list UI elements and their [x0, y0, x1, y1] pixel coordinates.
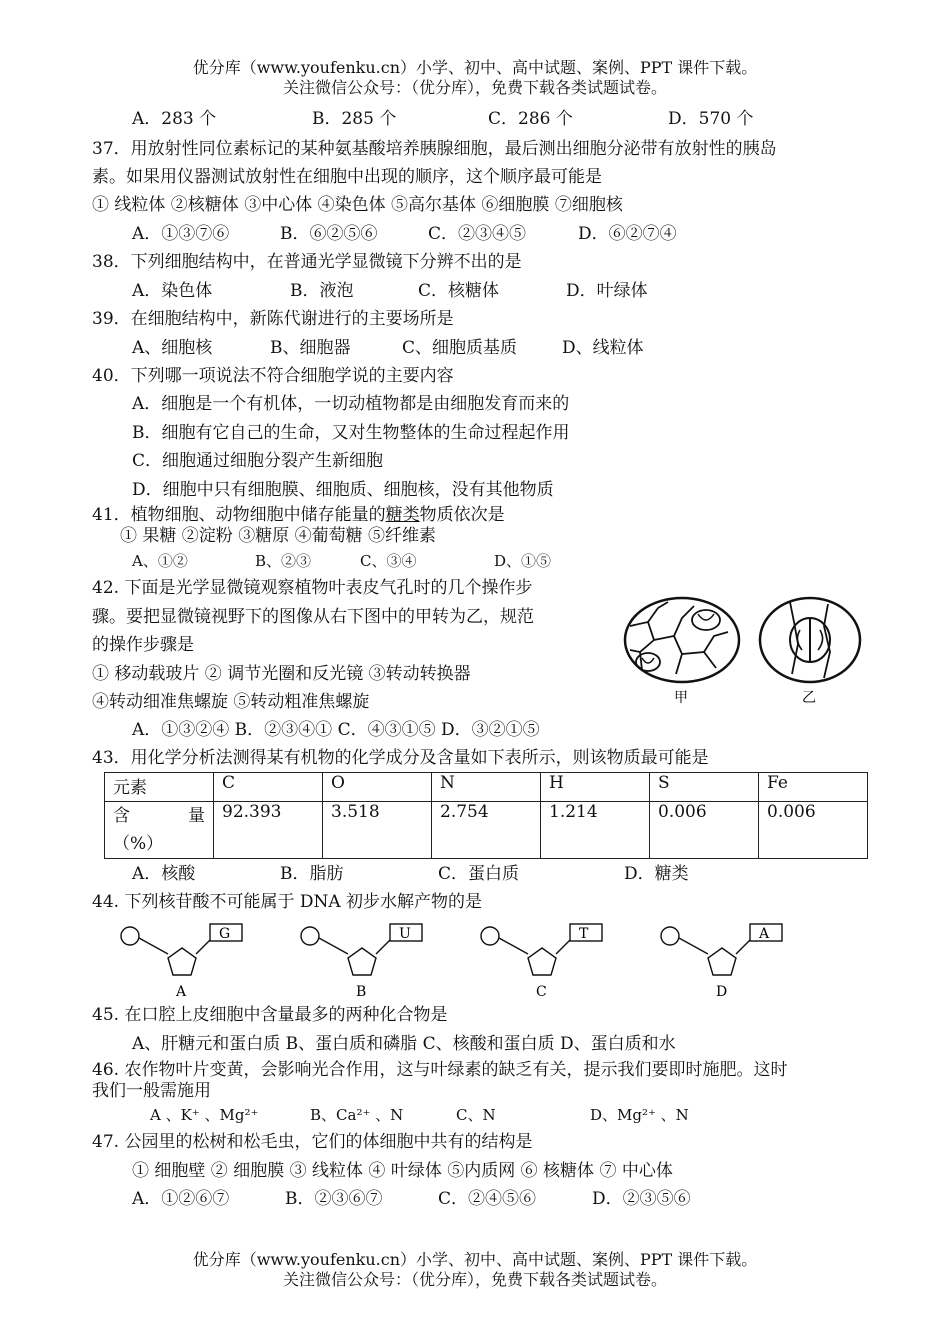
microscope-view-figure — [618, 596, 868, 708]
header-cell-fe: Fe — [759, 773, 868, 802]
value-cell: 3.518 — [323, 802, 432, 859]
q40-option-a: A．细胞是一个有机体，一切动植物都是由细胞发育而来的 — [132, 394, 570, 414]
field-of-view-jia — [625, 598, 739, 682]
q37-option-c: C．②③④⑤ — [428, 224, 527, 244]
q47-items: ① 细胞壁 ② 细胞膜 ③ 线粒体 ④ 叶绿体 ⑤内质网 ⑥ 核糖体 ⑦ 中心体 — [132, 1161, 673, 1181]
label-yi: 乙 — [802, 690, 816, 706]
base-label-u: U — [399, 926, 411, 942]
q46-stem-2: 我们一般需施用 — [92, 1081, 211, 1101]
row-label-content: 含 量 （%） — [105, 802, 214, 859]
header-cell-n: N — [432, 773, 541, 802]
q38-option-d: D．叶绿体 — [566, 281, 648, 301]
base-label-g: G — [219, 926, 231, 942]
q46-option-c: C、N — [456, 1106, 496, 1124]
q41-option-d: D、①⑤ — [494, 552, 552, 570]
value-cell: 0.006 — [759, 802, 868, 859]
q41-stem: 41．植物细胞、动物细胞中储存能量的糖类物质依次是 — [92, 505, 505, 525]
q37-option-b: B．⑥②⑤⑥ — [280, 224, 378, 244]
element-composition-table — [104, 772, 868, 859]
q41-underlined-word: 糖类 — [385, 505, 420, 525]
q37-items: ① 线粒体 ②核糖体 ③中心体 ④染色体 ⑤高尔基体 ⑥细胞膜 ⑦细胞核 — [92, 195, 623, 215]
header-cell-h: H — [541, 773, 650, 802]
q41-items: ① 果糖 ②淀粉 ③糖原 ④葡萄糖 ⑤纤维素 — [120, 526, 437, 546]
value-cell: 1.214 — [541, 802, 650, 859]
choice-label-b: B — [356, 984, 367, 1000]
choice-label-d: D — [716, 984, 728, 1000]
q40-option-c: C．细胞通过细胞分裂产生新细胞 — [132, 451, 384, 471]
footer-line-1: 优分库（www.youfenku.cn）小学、初中、高中试题、案例、PPT 课件下载。 — [192, 1250, 758, 1269]
value-cell: 0.006 — [650, 802, 759, 859]
q38-option-c: C．核糖体 — [418, 281, 500, 301]
q46-option-a: A 、K⁺ 、Mg²⁺ — [150, 1106, 259, 1124]
q37-option-a: A．①③⑦⑥ — [132, 224, 230, 244]
q40-stem: 40．下列哪一项说法不符合细胞学说的主要内容 — [92, 366, 454, 386]
nucleotide-c — [481, 924, 602, 1000]
q36-option-a: A．283 个 — [132, 109, 217, 129]
table-header-row — [105, 773, 868, 802]
q42-stem-2: 骤。要把显微镜视野下的图像从右下图中的甲转为乙，规范 — [92, 607, 534, 627]
q43-stem: 43．用化学分析法测得某有机物的化学成分及含量如下表所示，则该物质最可能是 — [92, 748, 709, 768]
q47-option-b: B．②③⑥⑦ — [285, 1189, 383, 1209]
choice-label-a: A — [176, 984, 187, 1000]
header-cell-o: O — [323, 773, 432, 802]
q46-stem-1: 46. 农作物叶片变黄，会影响光合作用，这与叶绿素的缺乏有关，提示我们要即时施肥。这时 — [92, 1060, 788, 1080]
q47-option-d: D．②③⑤⑥ — [592, 1189, 691, 1209]
q39-option-c: C、细胞质基质 — [402, 338, 518, 358]
nucleotide-a — [121, 924, 242, 1000]
nucleotide-figure — [118, 918, 818, 1002]
q42-items-1: ① 移动载玻片 ② 调节光圈和反光镜 ③转动转换器 — [92, 664, 471, 684]
q47-stem: 47. 公园里的松树和松毛虫，它们的体细胞中共有的结构是 — [92, 1132, 533, 1152]
q38-option-b: B．液泡 — [290, 281, 354, 301]
q39-option-b: B、细胞器 — [270, 338, 351, 358]
q36-option-b: B．285 个 — [312, 109, 397, 129]
q41-option-a: A、①② — [132, 552, 188, 570]
q47-option-c: C．②④⑤⑥ — [438, 1189, 537, 1209]
nucleotide-d — [661, 924, 782, 1000]
q37-stem-1: 37．用放射性同位素标记的某种氨基酸培养胰腺细胞，最后测出细胞分泌带有放射性的胰岛 — [92, 139, 777, 159]
q46-option-d: D、Mg²⁺ 、N — [590, 1106, 689, 1124]
q45-stem: 45. 在口腔上皮细胞中含量最多的两种化合物是 — [92, 1005, 448, 1025]
q38-option-a: A．染色体 — [132, 281, 213, 301]
nucleotide-b — [301, 924, 422, 1000]
base-label-t: T — [579, 926, 589, 942]
table-value-row — [105, 802, 868, 859]
header-cell-element: 元素 — [105, 773, 214, 802]
label-jia: 甲 — [674, 690, 688, 706]
q38-stem: 38．下列细胞结构中，在普通光学显微镜下分辨不出的是 — [92, 252, 522, 272]
q45-options: A、肝糖元和蛋白质 B、蛋白质和磷脂 C、核酸和蛋白质 D、蛋白质和水 — [132, 1034, 676, 1054]
base-label-a: A — [759, 926, 770, 942]
q47-option-a: A．①②⑥⑦ — [132, 1189, 230, 1209]
q43-option-d: D．糖类 — [624, 864, 689, 884]
q39-option-a: A、细胞核 — [132, 338, 213, 358]
header-cell-s: S — [650, 773, 759, 802]
q42-stem-1: 42. 下面是光学显微镜观察植物叶表皮气孔时的几个操作步 — [92, 578, 533, 598]
q40-option-b: B．细胞有它自己的生命，又对生物整体的生命过程起作用 — [132, 423, 570, 443]
q42-options: A．①③②④ B．②③④① C．④③①⑤ D．③②①⑤ — [132, 720, 540, 740]
header-cell-c: C — [214, 773, 323, 802]
q39-option-d: D、线粒体 — [562, 338, 644, 358]
q42-stem-3: 的操作步骤是 — [92, 635, 194, 655]
value-cell: 92.393 — [214, 802, 323, 859]
q36-option-c: C．286 个 — [488, 109, 573, 129]
q42-items-2: ④转动细准焦螺旋 ⑤转动粗准焦螺旋 — [92, 692, 370, 712]
q43-option-c: C．蛋白质 — [438, 864, 520, 884]
q46-option-b: B、Ca²⁺ 、N — [310, 1106, 404, 1124]
q43-option-a: A．核酸 — [132, 864, 196, 884]
header-line-1: 优分库（www.youfenku.cn）小学、初中、高中试题、案例、PPT 课件下载。 — [192, 58, 758, 77]
q41-option-c: C、③④ — [360, 552, 417, 570]
choice-label-c: C — [536, 984, 547, 1000]
field-of-view-yi — [760, 598, 860, 682]
q44-stem: 44. 下列核苷酸不可能属于 DNA 初步水解产物的是 — [92, 892, 483, 912]
q40-option-d: D．细胞中只有细胞膜、细胞质、细胞核，没有其他物质 — [132, 480, 554, 500]
q37-option-d: D．⑥②⑦④ — [578, 224, 677, 244]
header-line-2: 关注微信公众号：（优分库），免费下载各类试题试卷。 — [282, 78, 667, 97]
q41-option-b: B、②③ — [255, 552, 312, 570]
value-cell: 2.754 — [432, 802, 541, 859]
q39-stem: 39．在细胞结构中，新陈代谢进行的主要场所是 — [92, 309, 454, 329]
q36-option-d: D．570 个 — [668, 109, 754, 129]
footer-line-2: 关注微信公众号：（优分库），免费下载各类试题试卷。 — [282, 1270, 667, 1289]
q37-stem-2: 素。如果用仪器测试放射性在细胞中出现的顺序，这个顺序最可能是 — [92, 167, 602, 187]
q43-option-b: B．脂肪 — [280, 864, 344, 884]
